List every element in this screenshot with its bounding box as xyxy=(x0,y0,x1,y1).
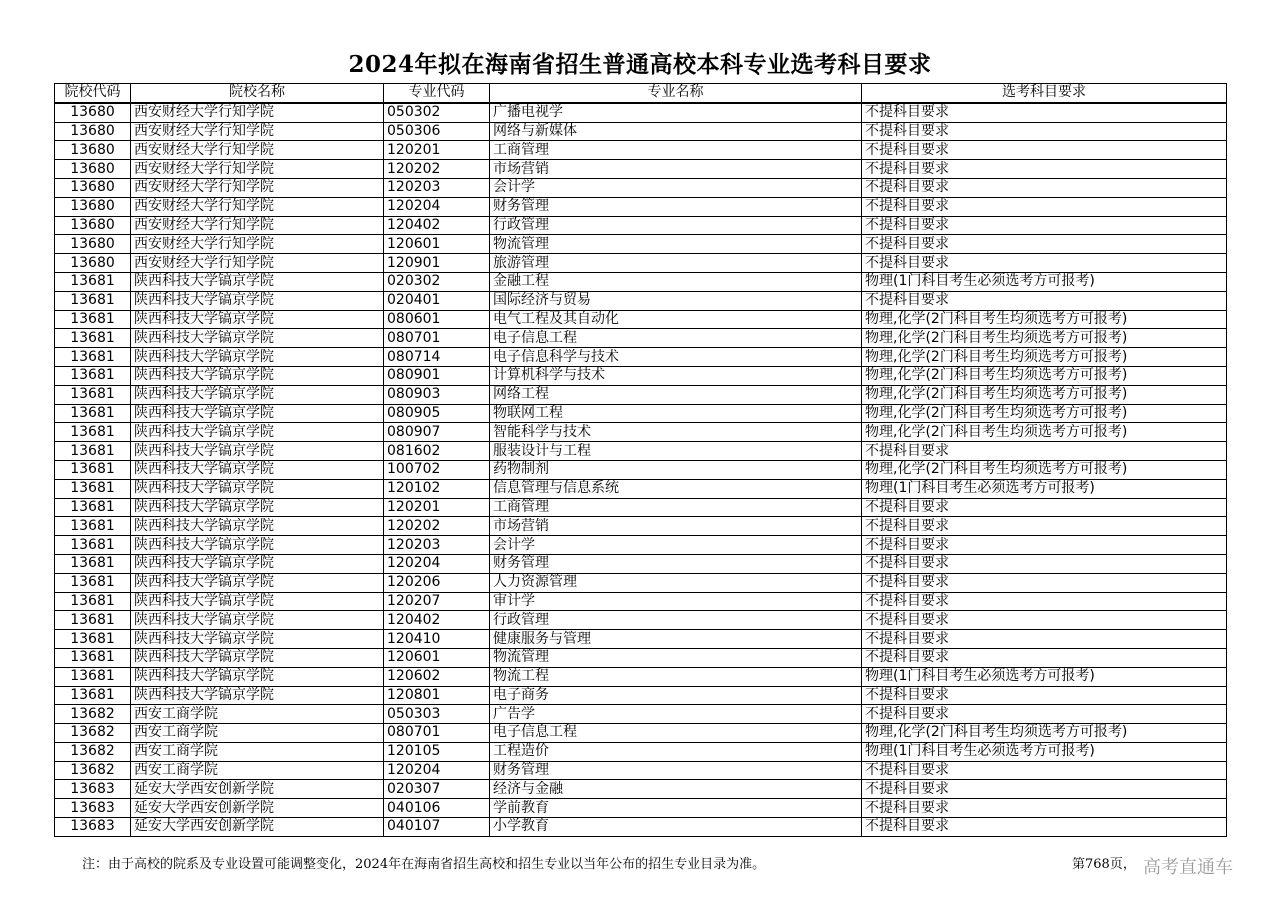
school-code-cell: 13681 xyxy=(55,385,131,404)
major-code-cell: 120204 xyxy=(384,761,490,780)
footnote: 注：由于高校的院系及专业设置可能调整变化，2024年在海南省招生高校和招生专业以当年公布的招生专业目录为准。 xyxy=(82,857,766,872)
school-code-cell: 13681 xyxy=(55,442,131,461)
table-row xyxy=(55,780,1227,799)
school-name-cell: 陕西科技大学镐京学院 xyxy=(131,667,384,686)
major-name-cell: 小学教育 xyxy=(490,818,862,837)
school-name-cell: 陕西科技大学镐京学院 xyxy=(131,404,384,423)
school-name-cell: 陕西科技大学镐京学院 xyxy=(131,460,384,479)
table-row xyxy=(55,141,1227,160)
school-name-cell: 陕西科技大学镐京学院 xyxy=(131,498,384,517)
school-name-cell: 西安财经大学行知学院 xyxy=(131,141,384,160)
table-row xyxy=(55,122,1227,141)
school-code-cell: 13681 xyxy=(55,310,131,329)
table-row xyxy=(55,686,1227,705)
subject-requirement-cell: 不提科目要求 xyxy=(862,254,1227,273)
school-code-cell: 13680 xyxy=(55,254,131,273)
table-row xyxy=(55,705,1227,724)
major-name-cell: 电气工程及其自动化 xyxy=(490,310,862,329)
school-code-cell: 13680 xyxy=(55,141,131,160)
major-name-cell: 财务管理 xyxy=(490,197,862,216)
table-row xyxy=(55,385,1227,404)
subject-requirement-cell: 不提科目要求 xyxy=(862,291,1227,310)
table-row xyxy=(55,160,1227,179)
school-name-cell: 陕西科技大学镐京学院 xyxy=(131,442,384,461)
major-code-cell: 081602 xyxy=(384,442,490,461)
major-code-cell: 020401 xyxy=(384,291,490,310)
table-row xyxy=(55,498,1227,517)
major-code-cell: 080907 xyxy=(384,423,490,442)
table-row xyxy=(55,818,1227,837)
school-name-cell: 西安财经大学行知学院 xyxy=(131,178,384,197)
school-code-cell: 13681 xyxy=(55,272,131,291)
major-code-cell: 120601 xyxy=(384,648,490,667)
school-code-cell: 13680 xyxy=(55,197,131,216)
major-name-cell: 服装设计与工程 xyxy=(490,442,862,461)
header-school-code: 院校代码 xyxy=(55,84,131,103)
school-code-cell: 13681 xyxy=(55,517,131,536)
table-row xyxy=(55,724,1227,743)
major-code-cell: 120204 xyxy=(384,197,490,216)
school-name-cell: 延安大学西安创新学院 xyxy=(131,780,384,799)
major-code-cell: 120202 xyxy=(384,160,490,179)
watermark: 高考直通车 xyxy=(1143,857,1233,878)
school-name-cell: 西安工商学院 xyxy=(131,761,384,780)
school-name-cell: 西安财经大学行知学院 xyxy=(131,122,384,141)
school-code-cell: 13681 xyxy=(55,366,131,385)
major-name-cell: 物联网工程 xyxy=(490,404,862,423)
table-row xyxy=(55,366,1227,385)
header-major-code: 专业代码 xyxy=(384,84,490,103)
major-name-cell: 财务管理 xyxy=(490,761,862,780)
table-row xyxy=(55,630,1227,649)
school-name-cell: 陕西科技大学镐京学院 xyxy=(131,348,384,367)
subject-requirement-cell: 不提科目要求 xyxy=(862,780,1227,799)
major-code-cell: 050302 xyxy=(384,103,490,122)
table-row xyxy=(55,479,1227,498)
school-code-cell: 13680 xyxy=(55,216,131,235)
school-code-cell: 13681 xyxy=(55,460,131,479)
requirements-table xyxy=(54,83,1227,837)
subject-requirement-cell: 物理,化学(2门科目考生均须选考方可报考) xyxy=(862,310,1227,329)
subject-requirement-cell: 不提科目要求 xyxy=(862,197,1227,216)
subject-requirement-cell: 物理,化学(2门科目考生均须选考方可报考) xyxy=(862,404,1227,423)
major-name-cell: 工程造价 xyxy=(490,742,862,761)
school-code-cell: 13681 xyxy=(55,667,131,686)
major-code-cell: 050306 xyxy=(384,122,490,141)
major-name-cell: 行政管理 xyxy=(490,611,862,630)
subject-requirement-cell: 不提科目要求 xyxy=(862,536,1227,555)
table-row xyxy=(55,611,1227,630)
subject-requirement-cell: 不提科目要求 xyxy=(862,818,1227,837)
school-code-cell: 13681 xyxy=(55,329,131,348)
school-name-cell: 陕西科技大学镐京学院 xyxy=(131,517,384,536)
subject-requirement-cell: 物理,化学(2门科目考生均须选考方可报考) xyxy=(862,366,1227,385)
school-name-cell: 西安财经大学行知学院 xyxy=(131,103,384,122)
subject-requirement-cell: 物理(1门科目考生必须选考方可报考) xyxy=(862,479,1227,498)
subject-requirement-cell: 物理,化学(2门科目考生均须选考方可报考) xyxy=(862,724,1227,743)
subject-requirement-cell: 不提科目要求 xyxy=(862,611,1227,630)
school-code-cell: 13681 xyxy=(55,573,131,592)
major-code-cell: 040106 xyxy=(384,799,490,818)
subject-requirement-cell: 不提科目要求 xyxy=(862,235,1227,254)
school-name-cell: 陕西科技大学镐京学院 xyxy=(131,611,384,630)
table-row xyxy=(55,348,1227,367)
major-name-cell: 会计学 xyxy=(490,178,862,197)
table-row xyxy=(55,329,1227,348)
major-name-cell: 经济与金融 xyxy=(490,780,862,799)
major-name-cell: 物流管理 xyxy=(490,235,862,254)
table-row xyxy=(55,536,1227,555)
major-code-cell: 120402 xyxy=(384,611,490,630)
table-row xyxy=(55,235,1227,254)
school-name-cell: 西安工商学院 xyxy=(131,742,384,761)
subject-requirement-cell: 物理,化学(2门科目考生均须选考方可报考) xyxy=(862,329,1227,348)
school-name-cell: 陕西科技大学镐京学院 xyxy=(131,310,384,329)
major-code-cell: 080701 xyxy=(384,329,490,348)
major-name-cell: 电子信息科学与技术 xyxy=(490,348,862,367)
table-row xyxy=(55,442,1227,461)
school-code-cell: 13681 xyxy=(55,498,131,517)
school-name-cell: 西安财经大学行知学院 xyxy=(131,197,384,216)
school-name-cell: 陕西科技大学镐京学院 xyxy=(131,686,384,705)
school-name-cell: 西安工商学院 xyxy=(131,724,384,743)
subject-requirement-cell: 不提科目要求 xyxy=(862,498,1227,517)
major-name-cell: 旅游管理 xyxy=(490,254,862,273)
major-name-cell: 电子信息工程 xyxy=(490,329,862,348)
major-code-cell: 120202 xyxy=(384,517,490,536)
subject-requirement-cell: 不提科目要求 xyxy=(862,686,1227,705)
major-code-cell: 120105 xyxy=(384,742,490,761)
school-name-cell: 陕西科技大学镐京学院 xyxy=(131,592,384,611)
school-code-cell: 13682 xyxy=(55,742,131,761)
table-row xyxy=(55,742,1227,761)
major-name-cell: 人力资源管理 xyxy=(490,573,862,592)
major-code-cell: 120801 xyxy=(384,686,490,705)
table-row xyxy=(55,667,1227,686)
subject-requirement-cell: 不提科目要求 xyxy=(862,554,1227,573)
subject-requirement-cell: 不提科目要求 xyxy=(862,141,1227,160)
header-major-name: 专业名称 xyxy=(490,84,862,103)
major-code-cell: 120204 xyxy=(384,554,490,573)
school-code-cell: 13681 xyxy=(55,348,131,367)
major-name-cell: 市场营销 xyxy=(490,517,862,536)
major-name-cell: 工商管理 xyxy=(490,498,862,517)
major-code-cell: 020302 xyxy=(384,272,490,291)
major-code-cell: 120901 xyxy=(384,254,490,273)
major-name-cell: 电子信息工程 xyxy=(490,724,862,743)
school-name-cell: 陕西科技大学镐京学院 xyxy=(131,423,384,442)
major-name-cell: 会计学 xyxy=(490,536,862,555)
school-name-cell: 延安大学西安创新学院 xyxy=(131,818,384,837)
major-name-cell: 广告学 xyxy=(490,705,862,724)
table-row xyxy=(55,310,1227,329)
school-name-cell: 陕西科技大学镐京学院 xyxy=(131,573,384,592)
major-code-cell: 120410 xyxy=(384,630,490,649)
major-name-cell: 物流工程 xyxy=(490,667,862,686)
school-name-cell: 西安工商学院 xyxy=(131,705,384,724)
major-code-cell: 120602 xyxy=(384,667,490,686)
page-title: 2024年拟在海南省招生普通高校本科专业选考科目要求 xyxy=(348,51,932,78)
school-code-cell: 13682 xyxy=(55,761,131,780)
major-name-cell: 学前教育 xyxy=(490,799,862,818)
major-name-cell: 市场营销 xyxy=(490,160,862,179)
school-name-cell: 延安大学西安创新学院 xyxy=(131,799,384,818)
subject-requirement-cell: 物理,化学(2门科目考生均须选考方可报考) xyxy=(862,385,1227,404)
major-name-cell: 电子商务 xyxy=(490,686,862,705)
school-code-cell: 13681 xyxy=(55,291,131,310)
school-name-cell: 西安财经大学行知学院 xyxy=(131,254,384,273)
school-code-cell: 13680 xyxy=(55,122,131,141)
subject-requirement-cell: 不提科目要求 xyxy=(862,705,1227,724)
major-name-cell: 行政管理 xyxy=(490,216,862,235)
major-code-cell: 040107 xyxy=(384,818,490,837)
school-name-cell: 陕西科技大学镐京学院 xyxy=(131,479,384,498)
table-row xyxy=(55,216,1227,235)
table-row xyxy=(55,517,1227,536)
subject-requirement-cell: 不提科目要求 xyxy=(862,160,1227,179)
major-name-cell: 健康服务与管理 xyxy=(490,630,862,649)
subject-requirement-cell: 不提科目要求 xyxy=(862,592,1227,611)
table-row xyxy=(55,592,1227,611)
major-code-cell: 120206 xyxy=(384,573,490,592)
major-code-cell: 080903 xyxy=(384,385,490,404)
subject-requirement-cell: 不提科目要求 xyxy=(862,517,1227,536)
school-code-cell: 13680 xyxy=(55,235,131,254)
table-row xyxy=(55,761,1227,780)
major-code-cell: 080601 xyxy=(384,310,490,329)
table-row xyxy=(55,460,1227,479)
school-code-cell: 13681 xyxy=(55,592,131,611)
major-name-cell: 广播电视学 xyxy=(490,103,862,122)
school-code-cell: 13681 xyxy=(55,479,131,498)
major-name-cell: 工商管理 xyxy=(490,141,862,160)
major-code-cell: 120402 xyxy=(384,216,490,235)
major-code-cell: 120601 xyxy=(384,235,490,254)
table-row xyxy=(55,272,1227,291)
subject-requirement-cell: 物理,化学(2门科目考生均须选考方可报考) xyxy=(862,348,1227,367)
school-code-cell: 13681 xyxy=(55,648,131,667)
school-name-cell: 陕西科技大学镐京学院 xyxy=(131,630,384,649)
school-name-cell: 西安财经大学行知学院 xyxy=(131,160,384,179)
major-code-cell: 050303 xyxy=(384,705,490,724)
major-name-cell: 国际经济与贸易 xyxy=(490,291,862,310)
school-name-cell: 陕西科技大学镐京学院 xyxy=(131,272,384,291)
table-row xyxy=(55,404,1227,423)
table-row xyxy=(55,197,1227,216)
major-name-cell: 智能科学与技术 xyxy=(490,423,862,442)
school-code-cell: 13681 xyxy=(55,423,131,442)
school-code-cell: 13681 xyxy=(55,404,131,423)
page-number: 第768页， xyxy=(1072,857,1136,872)
major-code-cell: 120201 xyxy=(384,498,490,517)
school-code-cell: 13682 xyxy=(55,705,131,724)
major-name-cell: 网络工程 xyxy=(490,385,862,404)
school-name-cell: 陕西科技大学镐京学院 xyxy=(131,366,384,385)
school-name-cell: 陕西科技大学镐京学院 xyxy=(131,329,384,348)
major-name-cell: 信息管理与信息系统 xyxy=(490,479,862,498)
major-name-cell: 药物制剂 xyxy=(490,460,862,479)
table-row xyxy=(55,291,1227,310)
major-name-cell: 计算机科学与技术 xyxy=(490,366,862,385)
major-code-cell: 080901 xyxy=(384,366,490,385)
subject-requirement-cell: 不提科目要求 xyxy=(862,573,1227,592)
major-code-cell: 100702 xyxy=(384,460,490,479)
major-code-cell: 020307 xyxy=(384,780,490,799)
table-row xyxy=(55,103,1227,122)
school-code-cell: 13681 xyxy=(55,686,131,705)
major-name-cell: 金融工程 xyxy=(490,272,862,291)
header-school-name: 院校名称 xyxy=(131,84,384,103)
school-name-cell: 西安财经大学行知学院 xyxy=(131,216,384,235)
major-code-cell: 120203 xyxy=(384,178,490,197)
school-code-cell: 13680 xyxy=(55,160,131,179)
table-row xyxy=(55,799,1227,818)
table-body xyxy=(55,103,1227,837)
subject-requirement-cell: 不提科目要求 xyxy=(862,799,1227,818)
school-code-cell: 13682 xyxy=(55,724,131,743)
subject-requirement-cell: 物理,化学(2门科目考生均须选考方可报考) xyxy=(862,423,1227,442)
school-code-cell: 13681 xyxy=(55,536,131,555)
school-code-cell: 13681 xyxy=(55,630,131,649)
school-code-cell: 13680 xyxy=(55,103,131,122)
school-code-cell: 13681 xyxy=(55,554,131,573)
subject-requirement-cell: 不提科目要求 xyxy=(862,630,1227,649)
school-code-cell: 13680 xyxy=(55,178,131,197)
major-code-cell: 120207 xyxy=(384,592,490,611)
subject-requirement-cell: 不提科目要求 xyxy=(862,178,1227,197)
major-code-cell: 120102 xyxy=(384,479,490,498)
school-code-cell: 13683 xyxy=(55,780,131,799)
school-name-cell: 陕西科技大学镐京学院 xyxy=(131,536,384,555)
subject-requirement-cell: 不提科目要求 xyxy=(862,103,1227,122)
table-row xyxy=(55,254,1227,273)
subject-requirement-cell: 不提科目要求 xyxy=(862,442,1227,461)
school-code-cell: 13683 xyxy=(55,799,131,818)
table-row xyxy=(55,554,1227,573)
subject-requirement-cell: 物理(1门科目考生必须选考方可报考) xyxy=(862,742,1227,761)
major-code-cell: 080905 xyxy=(384,404,490,423)
major-code-cell: 120203 xyxy=(384,536,490,555)
major-name-cell: 网络与新媒体 xyxy=(490,122,862,141)
subject-requirement-cell: 不提科目要求 xyxy=(862,761,1227,780)
school-code-cell: 13681 xyxy=(55,611,131,630)
table-row xyxy=(55,178,1227,197)
subject-requirement-cell: 不提科目要求 xyxy=(862,216,1227,235)
major-name-cell: 财务管理 xyxy=(490,554,862,573)
subject-requirement-cell: 不提科目要求 xyxy=(862,122,1227,141)
school-name-cell: 陕西科技大学镐京学院 xyxy=(131,554,384,573)
table-row xyxy=(55,573,1227,592)
table-row xyxy=(55,648,1227,667)
major-code-cell: 080701 xyxy=(384,724,490,743)
school-name-cell: 陕西科技大学镐京学院 xyxy=(131,291,384,310)
school-name-cell: 西安财经大学行知学院 xyxy=(131,235,384,254)
subject-requirement-cell: 物理(1门科目考生必须选考方可报考) xyxy=(862,272,1227,291)
table-row xyxy=(55,423,1227,442)
school-name-cell: 陕西科技大学镐京学院 xyxy=(131,385,384,404)
table-header-row xyxy=(55,84,1227,103)
major-code-cell: 080714 xyxy=(384,348,490,367)
header-subject-requirement: 选考科目要求 xyxy=(862,84,1227,103)
subject-requirement-cell: 物理(1门科目考生必须选考方可报考) xyxy=(862,667,1227,686)
subject-requirement-cell: 不提科目要求 xyxy=(862,648,1227,667)
major-name-cell: 物流管理 xyxy=(490,648,862,667)
school-name-cell: 陕西科技大学镐京学院 xyxy=(131,648,384,667)
school-code-cell: 13683 xyxy=(55,818,131,837)
major-name-cell: 审计学 xyxy=(490,592,862,611)
subject-requirement-cell: 物理,化学(2门科目考生均须选考方可报考) xyxy=(862,460,1227,479)
major-code-cell: 120201 xyxy=(384,141,490,160)
